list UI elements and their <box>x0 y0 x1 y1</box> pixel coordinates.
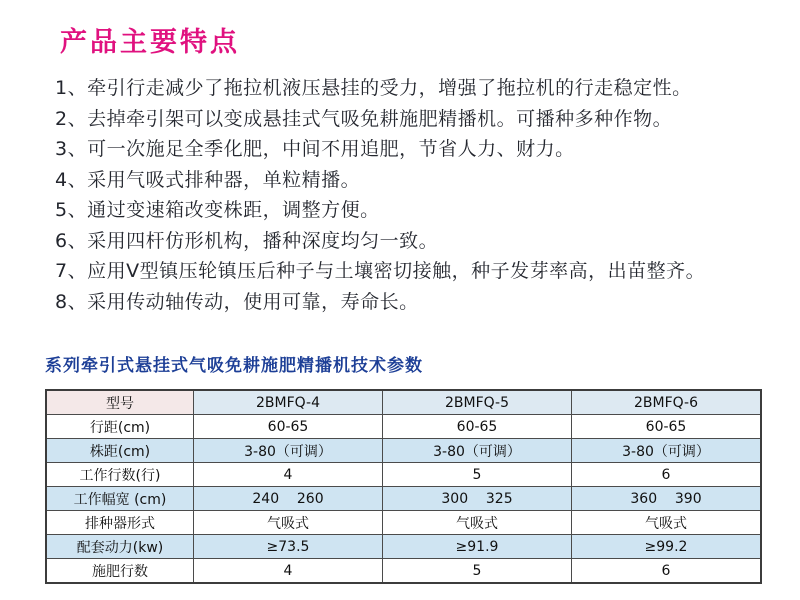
spec-table <box>45 389 762 584</box>
spec-value-cell: 4 <box>194 463 383 487</box>
spec-label-cell: 施肥行数 <box>46 559 194 584</box>
spec-row <box>46 535 761 559</box>
spec-row <box>46 559 761 584</box>
spec-value-cell: 60-65 <box>383 415 572 439</box>
spec-value-cell: 6 <box>572 463 762 487</box>
spec-label-cell: 配套动力(kw) <box>46 535 194 559</box>
spec-value-cell: 气吸式 <box>383 511 572 535</box>
spec-value-cell: 3-80（可调） <box>194 439 383 463</box>
model-label-cell: 型号 <box>46 390 194 415</box>
spec-value-cell: 3-80（可调） <box>383 439 572 463</box>
spec-value-cell: 气吸式 <box>194 511 383 535</box>
spec-value-cell: 240 260 <box>194 487 383 511</box>
feature-item: 7、应用V型镇压轮镇压后种子与土壤密切接触，种子发芽率高，出苗整齐。 <box>55 260 706 282</box>
spec-label-cell: 株距(cm) <box>46 439 194 463</box>
feature-item: 3、可一次施足全季化肥，中间不用追肥，节省人力、财力。 <box>55 138 575 160</box>
model-header-cell: 2BMFQ-5 <box>383 390 572 415</box>
table-title: 系列牵引式悬挂式气吸免耕施肥精播机技术参数 <box>45 356 423 376</box>
spec-value-cell: 60-65 <box>194 415 383 439</box>
spec-value-cell: 3-80（可调） <box>572 439 762 463</box>
spec-value-cell: 300 325 <box>383 487 572 511</box>
feature-item: 8、采用传动轴传动，使用可靠，寿命长。 <box>55 290 419 313</box>
spec-value-cell: 360 390 <box>572 487 762 511</box>
feature-item: 4、采用气吸式排种器，单粒精播。 <box>55 168 361 191</box>
spec-label-cell: 工作行数(行) <box>46 463 194 487</box>
spec-row <box>46 511 761 535</box>
feature-item: 1、牵引行走减少了拖拉机液压悬挂的受力，增强了拖拉机的行走稳定性。 <box>55 77 692 99</box>
spec-label-cell: 工作幅宽 (cm) <box>46 487 194 511</box>
model-header-cell: 2BMFQ-6 <box>572 390 762 415</box>
feature-item: 2、去掉牵引架可以变成悬挂式气吸免耕施肥精播机。可播种多种作物。 <box>55 107 673 130</box>
spec-label-cell: 排种器形式 <box>46 511 194 535</box>
spec-value-cell: ≥91.9 <box>383 535 572 559</box>
table-header-row <box>46 390 761 415</box>
model-header-cell: 2BMFQ-4 <box>194 390 383 415</box>
spec-row <box>46 463 761 487</box>
feature-item: 5、通过变速箱改变株距，调整方便。 <box>55 199 380 221</box>
feature-item: 6、采用四杆仿形机构，播种深度均匀一致。 <box>55 229 439 252</box>
feature-list <box>0 73 800 317</box>
spec-label-cell: 行距(cm) <box>46 415 194 439</box>
spec-value-cell: 4 <box>194 559 383 584</box>
spec-value-cell: ≥99.2 <box>572 535 762 559</box>
spec-value-cell: 6 <box>572 559 762 584</box>
spec-value-cell: 5 <box>383 463 572 487</box>
spec-value-cell: 5 <box>383 559 572 584</box>
spec-value-cell: 气吸式 <box>572 511 762 535</box>
spec-value-cell: ≥73.5 <box>194 535 383 559</box>
spec-row <box>46 439 761 463</box>
spec-value-cell: 60-65 <box>572 415 762 439</box>
spec-row <box>46 415 761 439</box>
spec-row <box>46 487 761 511</box>
page-title: 产品主要特点 <box>60 27 240 58</box>
